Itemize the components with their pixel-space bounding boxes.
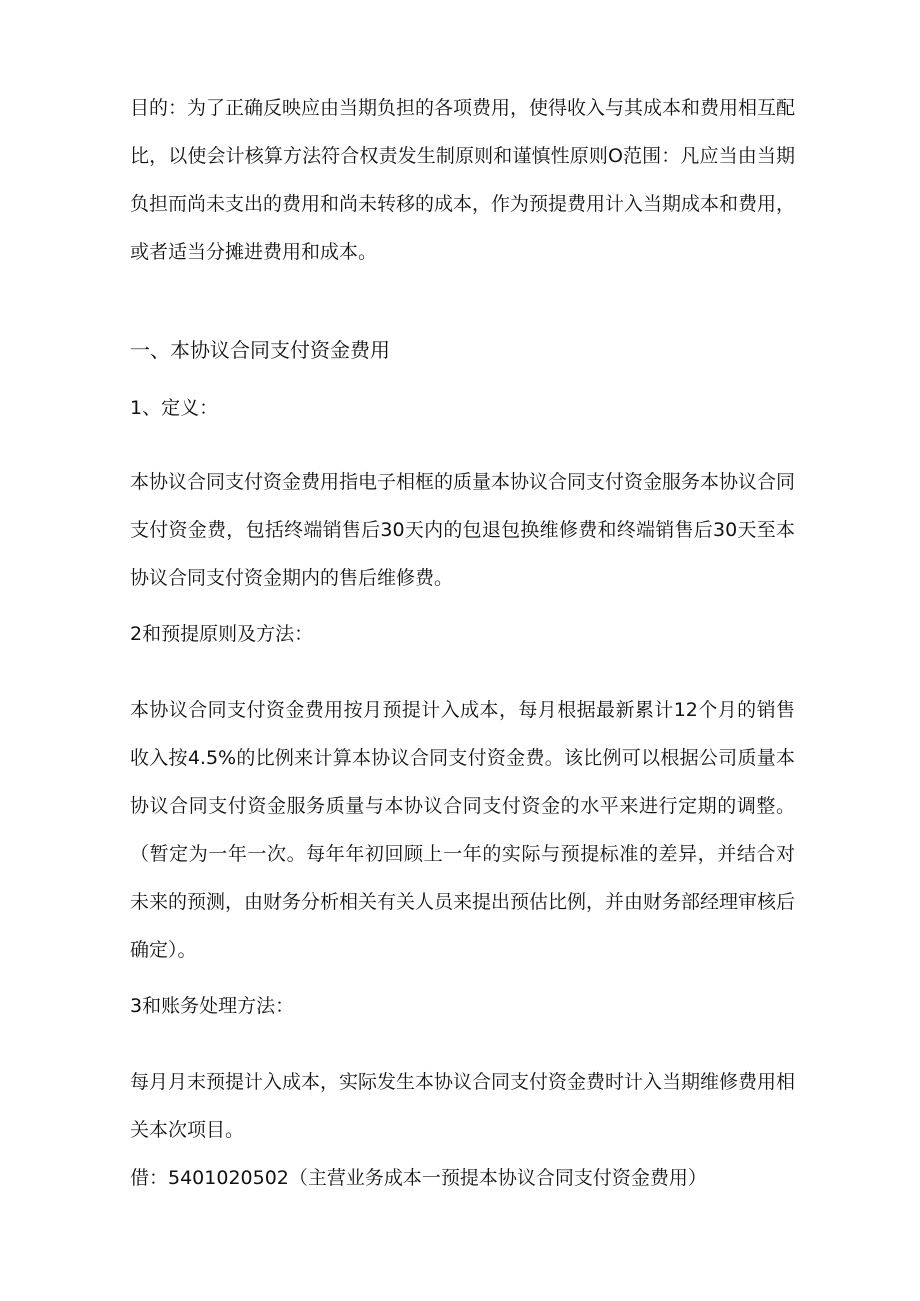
item1-title: 1、定义： xyxy=(130,397,219,419)
item3-paragraph: 每月月末预提计入成本，实际发生本协议合同支付资金费时计入当期维修费用相关本次项目。 xyxy=(130,1071,796,1141)
intro-paragraph: 目的：为了正确反映应由当期负担的各项费用，使得收入与其成本和费用相互配比，以使会计核算方法符合权责发生制原则和谨慎性原则O范围：凡应当由当期负担而尚未支出的费用和尚未转移的成本，作为预提费用计入当期成本和费用，或者适当分摊进费用和成本。 xyxy=(130,97,796,263)
item3-title: 3和账务处理方法： xyxy=(130,995,295,1017)
item2-title: 2和预提原则及方法： xyxy=(130,623,314,645)
accounting-entry: 借：5401020502（主营业务成本一预提本协议合同支付资金费用） xyxy=(130,1167,707,1189)
section-heading: 一、本协议合同支付资金费用 xyxy=(130,338,390,362)
item2-paragraph: 本协议合同支付资金费用按月预提计入成本，每月根据最新累计12个月的销售收入按4.5%的比例来计算本协议合同支付资金费。该比例可以根据公司质量本协议合同支付资金服务质量与本协议合同支付资金的水平来进行定期的调整。（暂定为一年一次。每年年初回顾上一年的实际与预提标准的差异，并结合对未来的预测，由财务分析相关有关人员来提出预估比例，并由财务部经理审核后确定）。 xyxy=(130,699,796,961)
item1-paragraph: 本协议合同支付资金费用指电子相框的质量本协议合同支付资金服务本协议合同支付资金费，包括终端销售后30天内的包退包换维修费和终端销售后30天至本协议合同支付资金期内的售后维修费。 xyxy=(130,471,796,589)
